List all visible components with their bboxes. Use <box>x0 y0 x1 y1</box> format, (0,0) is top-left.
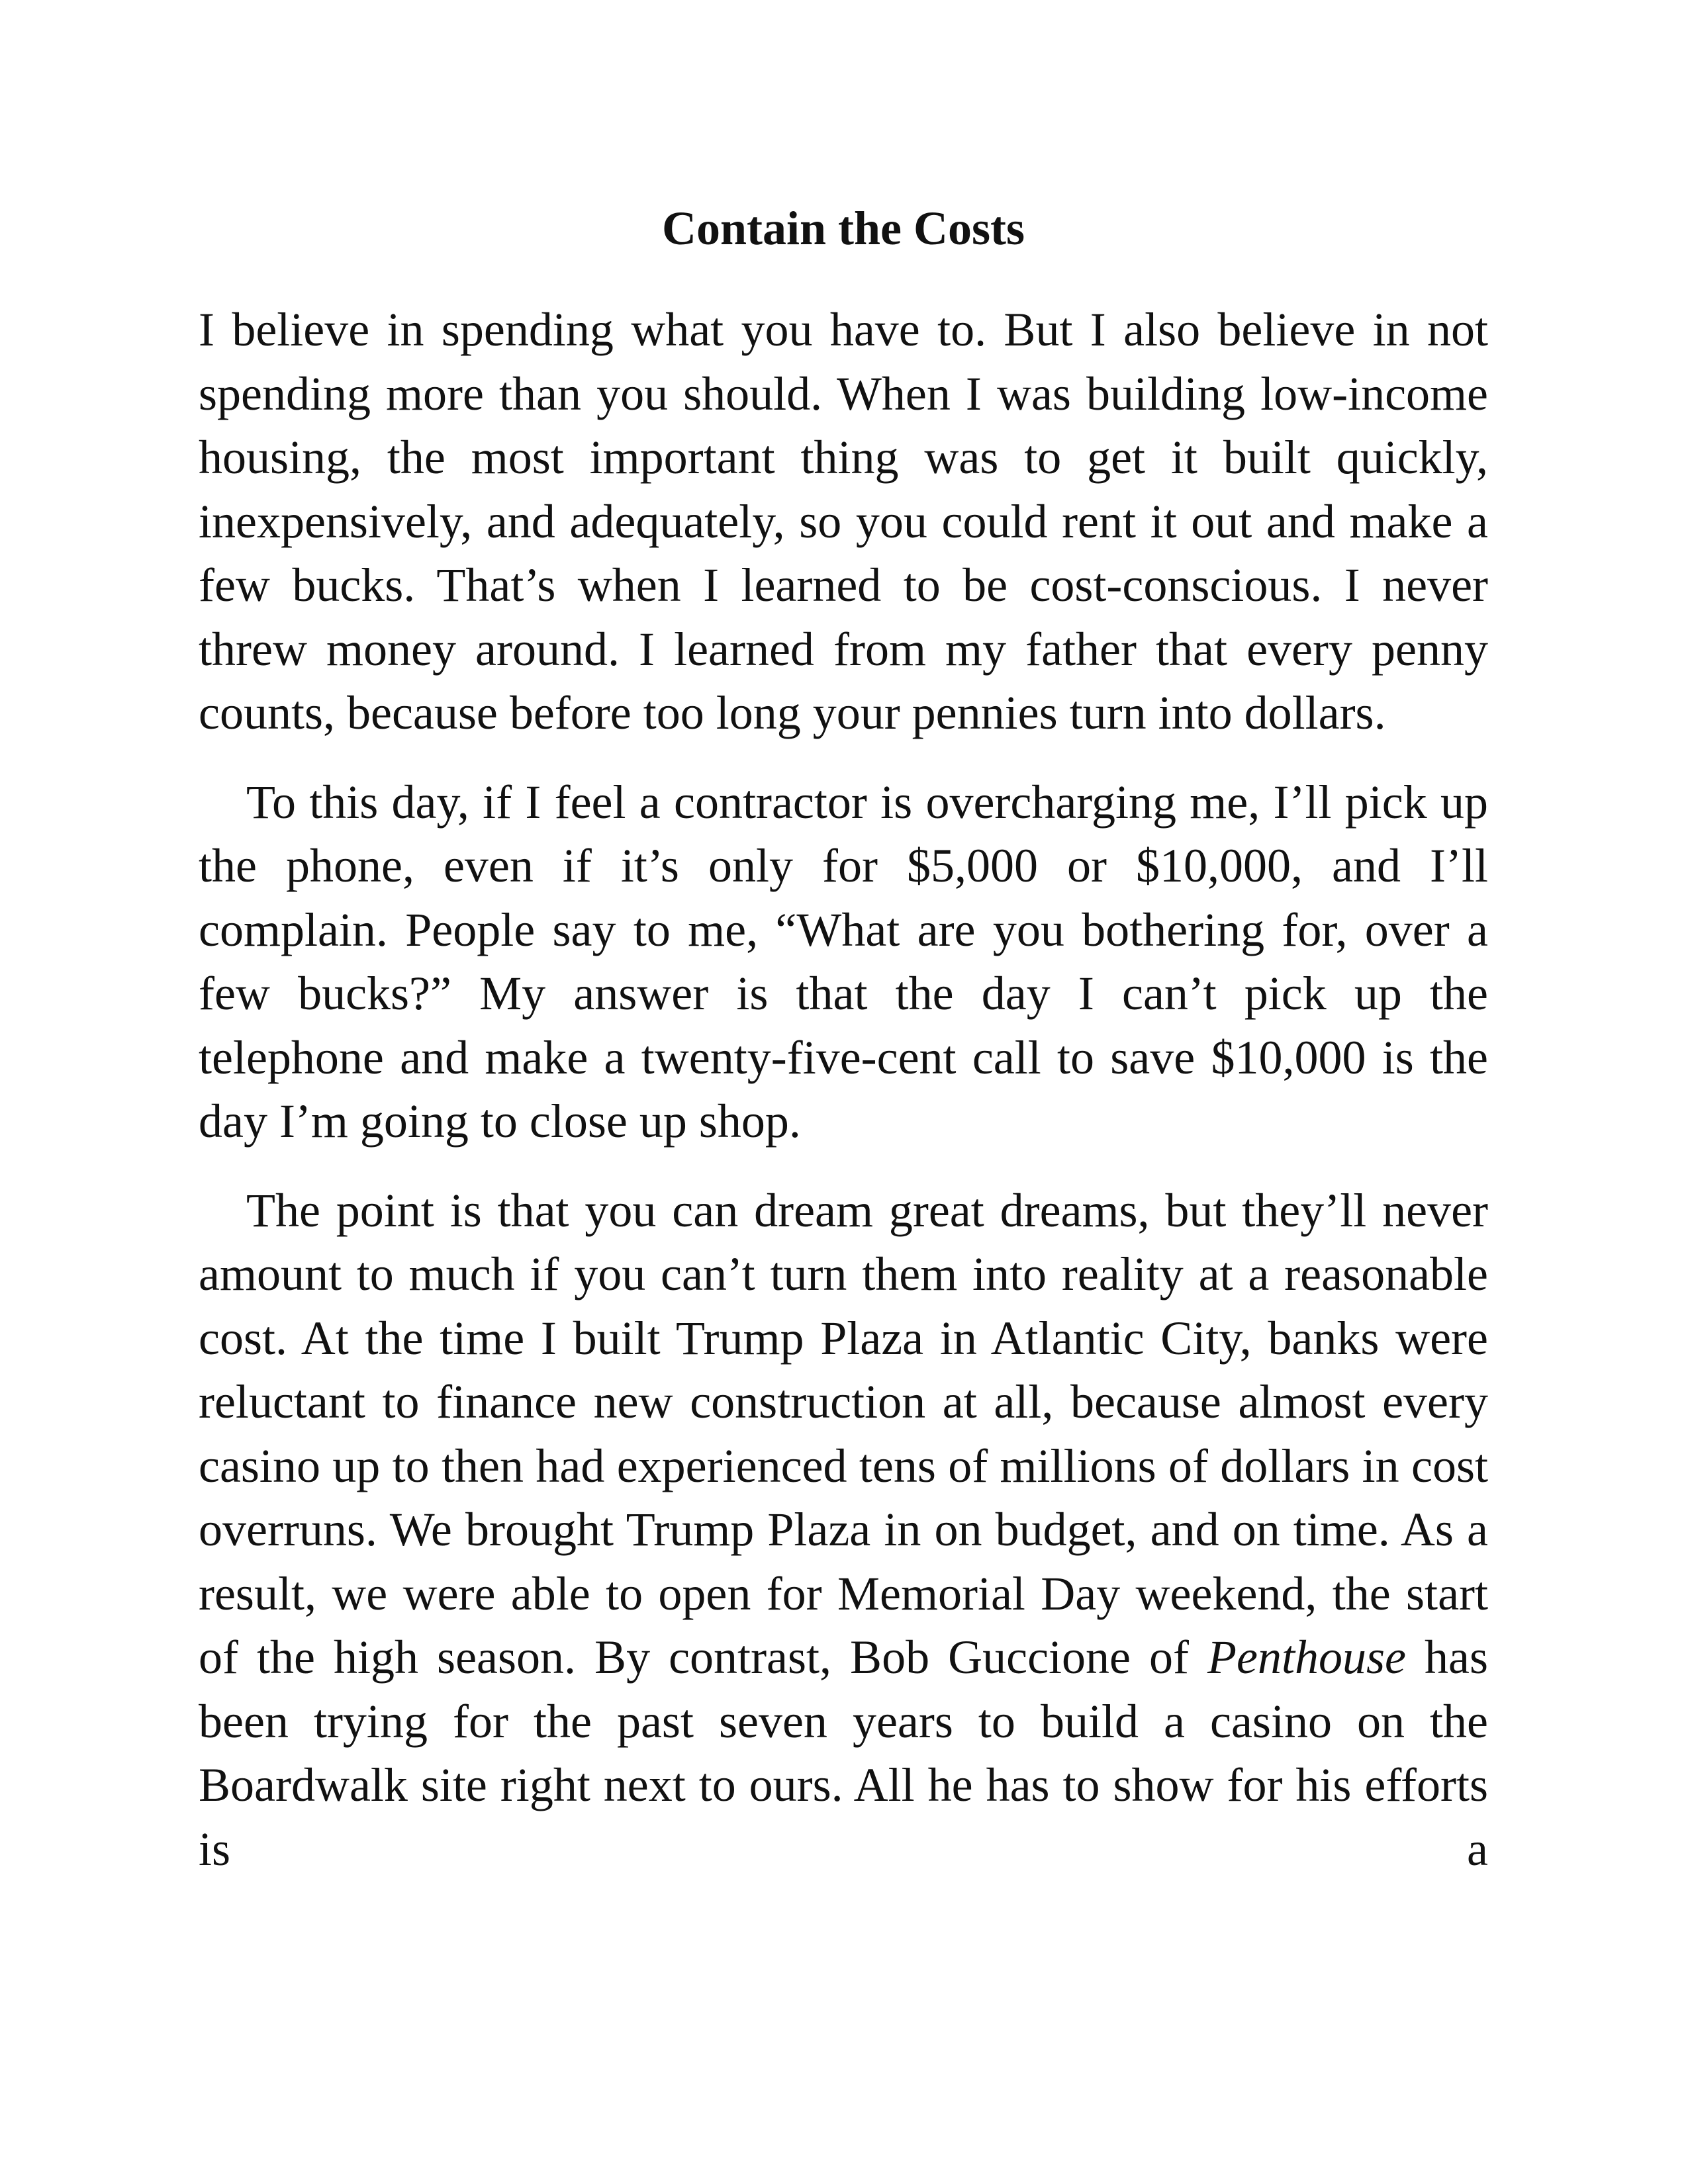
paragraph-3-text-before: The point is that you can dream great dreams, but they’ll never amount to much if you can’t turn them into reality at a reasonable cost. At the time I built Trump Plaza in Atlantic City, banks were reluctant to finance new construction at all, because almost every casino up to then had experienced tens of millions of dollars in cost overruns. We brought Trump Plaza in on budget, and on time. As a result, we were able to open for Memorial Day weekend, the start of the high season. By contrast, Bob Guccione of <box>199 1183 1488 1684</box>
paragraph-1: I believe in spending what you have to. But I also believe in not spending more than you should. When I was building low-income housing, the most important thing was to get it built quickly, inexpensively, and adequately, so you could rent it out and make a few bucks. That’s when I learned to be cost-conscious. I never threw money around. I learned from my father that every penny counts, because before too long your pennies turn into dollars. <box>199 303 1488 739</box>
section-title: Contain the Costs <box>661 202 1025 255</box>
document-page <box>199 192 1488 1881</box>
paragraph-2: To this day, if I feel a contractor is overcharging me, I’ll pick up the phone, even if it’s only for $5,000 or $10,000, and I’ll complain. People say to me, “What are you bothering for, over a few bucks?” My answer is that the day I can’t pick up the telephone and make a twenty-five-cent call to save $10,000 is the day I’m going to close up shop. <box>199 775 1488 1148</box>
paragraph-3-text-after: has been trying for the past seven years to build a casino on the Boardwalk site right next to ours. All he has to show for his efforts is a <box>199 1631 1488 1876</box>
paragraph-3 <box>199 1179 1488 1882</box>
publication-name: Penthouse <box>1207 1631 1406 1684</box>
